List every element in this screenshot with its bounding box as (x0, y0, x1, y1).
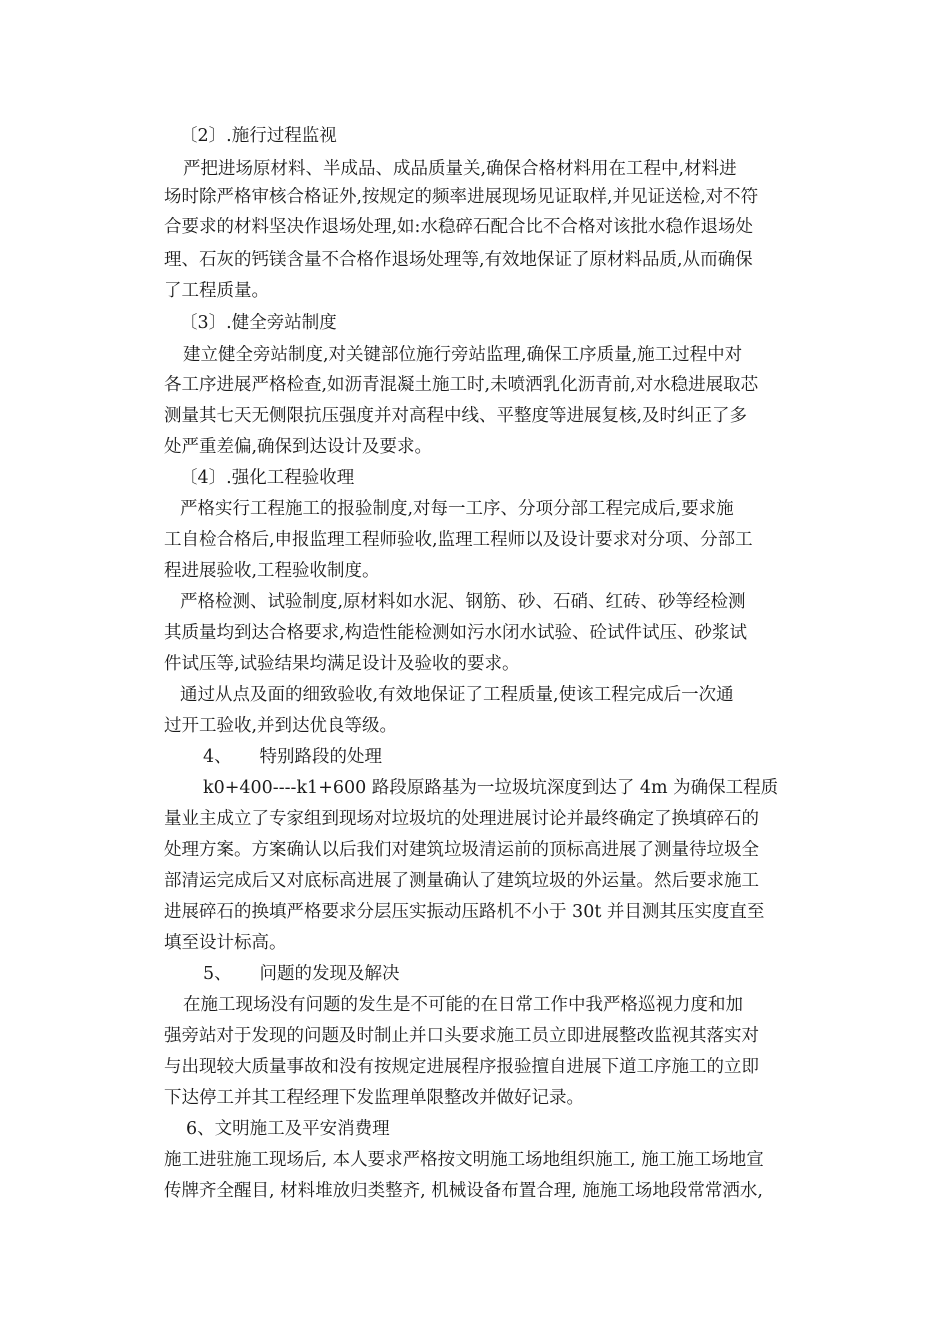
text-line: 通过从点及面的细致验收,有效地保证了工程质量,使该工程完成后一次通 (180, 685, 734, 705)
text-line: 量业主成立了专家组到现场对垃圾坑的处理进展讨论并最终确定了换填碎石的 (164, 809, 759, 829)
text-line: 过开工验收,并到达优良等级。 (164, 716, 398, 736)
text-line: 合要求的材料坚决作退场处理,如:水稳碎石配合比不合格对该批水稳作退场处 (164, 217, 753, 237)
text-line: 与出现较大质量事故和没有按规定进展程序报验擅自进展下道工序施工的立即 (164, 1057, 759, 1077)
text-line: 强旁站对于发现的问题及时制止并口头要求施工员立即进展整改监视其落实对 (164, 1026, 759, 1046)
text-line: 下达停工并其工程经理下发监理单限整改并做好记录。 (164, 1088, 584, 1108)
text-line: 场时除严格审核合格证外,按规定的频率进展现场见证取样,并见证送检,对不符 (164, 187, 759, 207)
text-line: 部清运完成后又对底标高进展了测量确认了建筑垃圾的外运量。然后要求施工 (164, 871, 759, 891)
text-line: 〔2〕.施行过程监视 (180, 126, 337, 146)
text-line: 处严重差偏,确保到达设计及要求。 (164, 437, 433, 457)
text-line: 测量其七天无侧限抗压强度并对高程中线、平整度等进展复核,及时纠正了多 (164, 406, 748, 426)
text-line: 严把进场原材料、半成品、成品质量关,确保合格材料用在工程中,材料进 (183, 159, 737, 179)
section-heading: 6、文明施工及平安消费理 (186, 1119, 390, 1139)
text-line: 〔3〕.健全旁站制度 (180, 313, 337, 333)
text-line: 填至设计标高。 (164, 933, 287, 953)
text-line: 严格实行工程施工的报验制度,对每一工序、分项分部工程完成后,要求施 (180, 499, 734, 519)
text-line: 传牌齐全醒目, 材料堆放归类整齐, 机械设备布置合理, 施施工场地段常常洒水, (164, 1181, 763, 1201)
text-line: 工自检合格后,申报监理工程师验收,监理工程师以及设计要求对分项、分部工 (164, 530, 753, 550)
text-line: k0+400----k1+600 路段原路基为一垃圾坑深度到达了 4m 为确保工程质 (203, 778, 779, 798)
text-line: 其质量均到达合格要求,构造性能检测如污水闭水试验、砼试件试压、砂浆试 (164, 623, 748, 643)
text-line: 〔4〕.强化工程验收理 (180, 468, 355, 488)
section-heading: 4、 特别路段的处理 (203, 747, 382, 767)
text-line: 处理方案。方案确认以后我们对建筑垃圾清运前的顶标高进展了测量待垃圾全 (164, 840, 759, 860)
section-heading: 5、 问题的发现及解决 (203, 964, 400, 984)
text-line: 施工进驻施工现场后, 本人要求严格按文明施工场地组织施工, 施工施工场地宣 (164, 1150, 764, 1170)
text-line: 进展碎石的换填严格要求分层压实振动压路机不小于 30t 并目测其压实度直至 (164, 902, 765, 922)
text-line: 严格检测、试验制度,原材料如水泥、钢筋、砂、石硝、红砖、砂等经检测 (180, 592, 746, 612)
text-line: 了工程质量。 (164, 281, 269, 301)
text-line: 理、石灰的钙镁含量不合格作退场处理等,有效地保证了原材料品质,从而确保 (164, 250, 753, 270)
text-line: 建立健全旁站制度,对关键部位施行旁站监理,确保工序质量,施工过程中对 (183, 345, 743, 365)
text-line: 各工序进展严格检查,如沥青混凝土施工时,未喷洒乳化沥青前,对水稳进展取芯 (164, 375, 759, 395)
text-line: 在施工现场没有问题的发生是不可能的在日常工作中我严格巡视力度和加 (183, 995, 743, 1015)
text-line: 程进展验收,工程验收制度。 (164, 561, 380, 581)
text-line: 件试压等,试验结果均满足设计及验收的要求。 (164, 654, 520, 674)
